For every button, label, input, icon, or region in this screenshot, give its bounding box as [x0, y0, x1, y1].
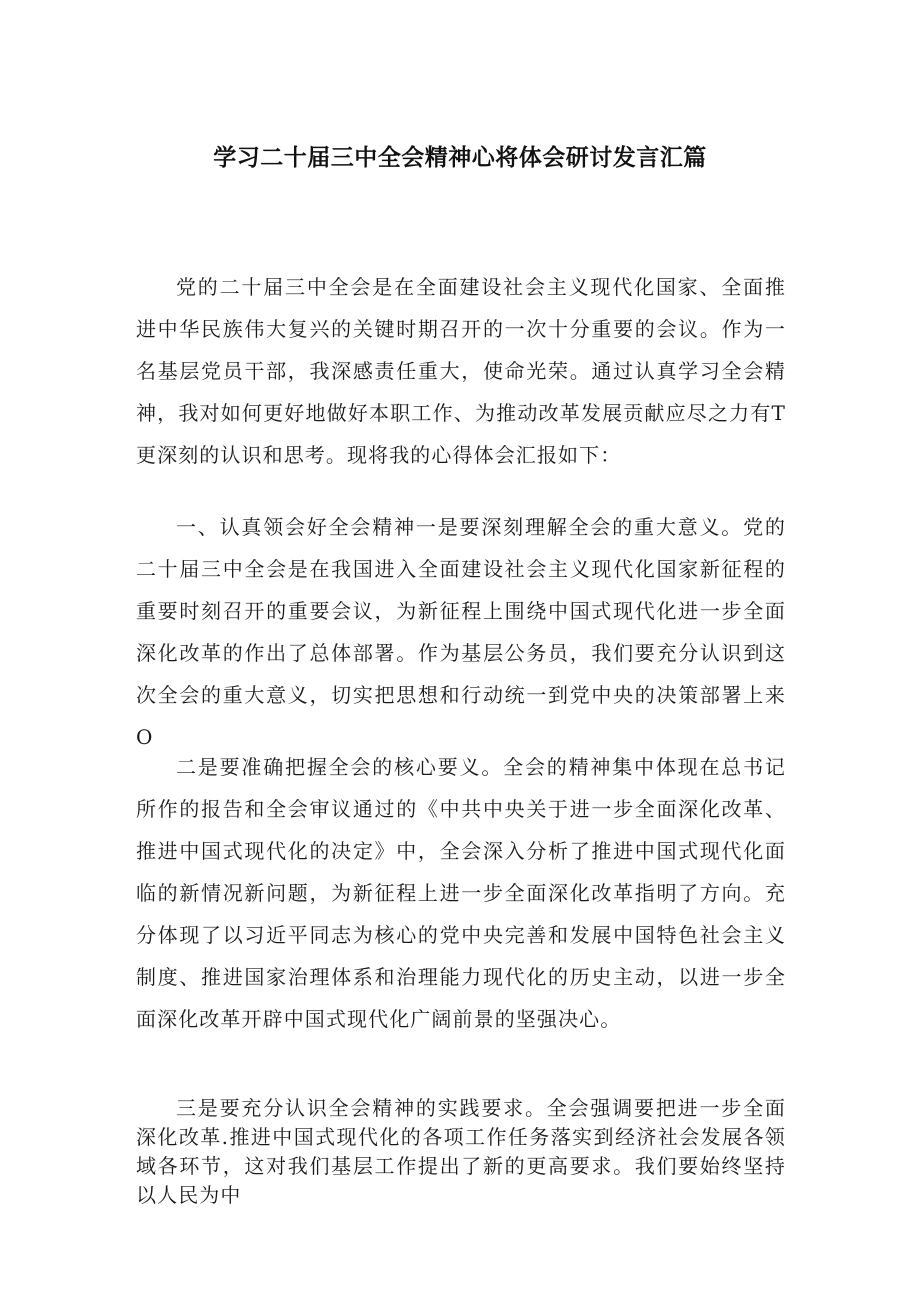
paragraph-practice-requirements: 三是要充分认识全会精神的实践要求。全会强调要把进一步全面深化改革.推进中国式现代化的各项工作任务落实到经济社会发展各领域各环节，这对我们基层工作提出了新的更高要求。我们要始终坚持以人民为中	[136, 1096, 786, 1207]
paragraph-intro: 党的二十届三中全会是在全面建设社会主义现代化国家、全面推进中华民族伟大复兴的关键时期召开的一次十分重要的会议。作为一名基层党员干部，我深感责任重大，使命光荣。通过认真学习全会精神，我对如何更好地做好本职工作、为推动改革发展贡献应尽之力有T更深刻的认识和思考。现将我的心得体会汇报如下：	[136, 275, 786, 467]
document-title: 学习二十届三中全会精神心将体会研讨发言汇篇	[213, 145, 707, 172]
paragraph-section-one: 一、认真领会好全会精神一是要深刻理解全会的重大意义。党的二十届三中全会是在我国进入全面建设社会主义现代化国家新征程的重要时刻召开的重要会议，为新征程上围绕中国式现代化进一步全面深化改革的作出了总体部署。作为基层公务员，我们要充分认识到这次全会的重大意义，切实把思想和行动统一到党中央的决策部署上来O	[136, 515, 786, 749]
paragraph-core-meaning: 二是要准确把握全会的核心要义。全会的精神集中体现在总书记所作的报告和全会审议通过的《中共中央关于进一步全面深化改革、推进中国式现代化的决定》中，全会深入分析了推进中国式现代化面临的新情况新问题，为新征程上进一步全面深化改革指明了方向。充分体现了以习近平同志为核心的党中央完善和发展中国特色社会主义制度、推进国家治理体系和治理能力现代化的历史主动，以进一步全面深化改革开辟中国式现代化广阔前景的坚强决心。	[136, 755, 786, 1031]
